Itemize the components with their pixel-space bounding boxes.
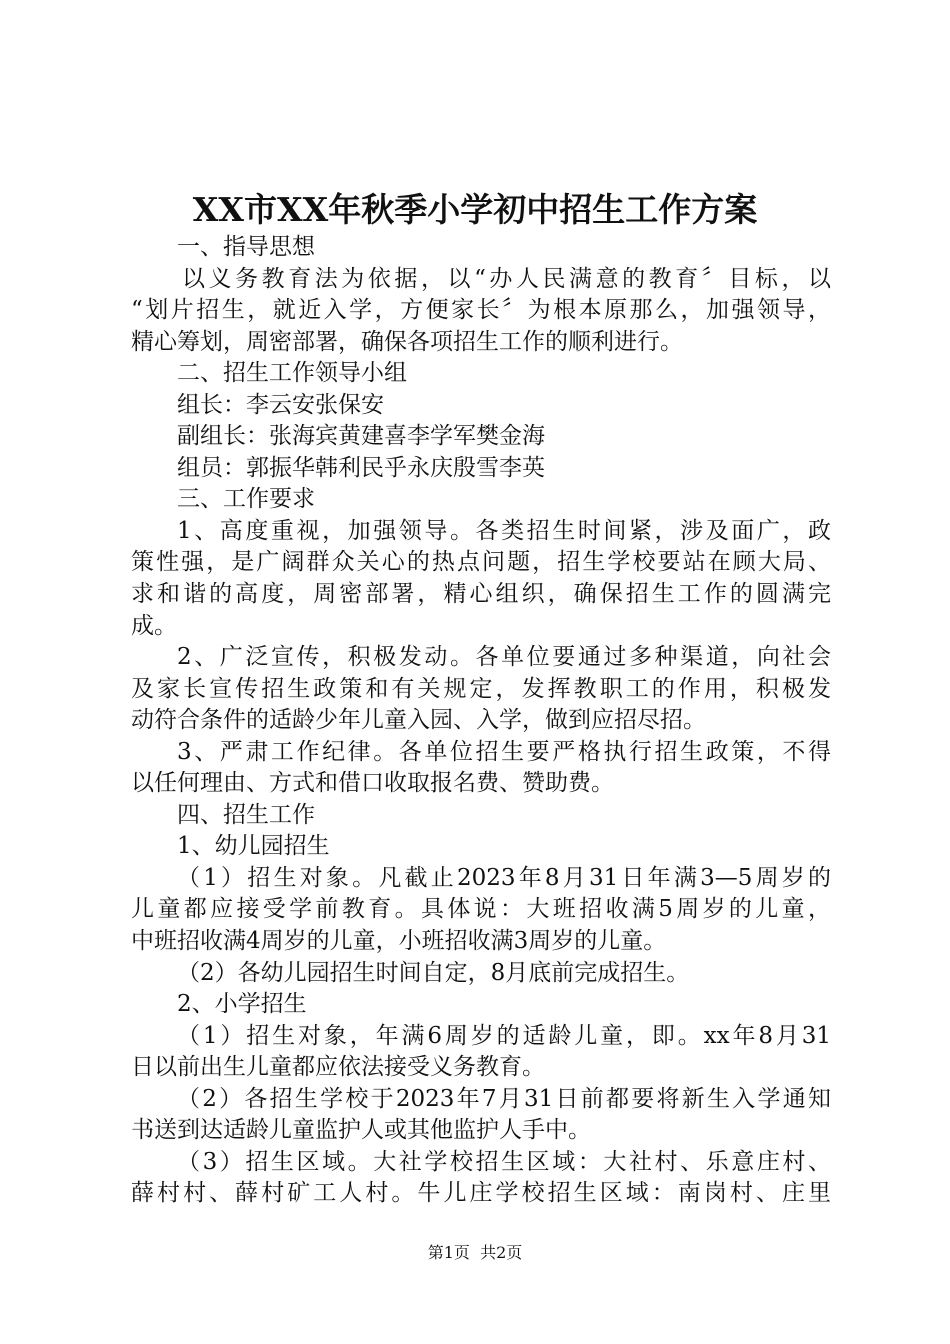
paragraph-line: 1、高度重视，加强领导。各类招生时间紧，涉及面广，政: [177, 517, 831, 544]
section-heading: 一、指导思想: [177, 234, 315, 260]
page-number-footer: 第1页 共2页: [427, 1243, 523, 1262]
paragraph-line: 成。: [131, 612, 177, 639]
paragraph-line: 精心筹划，周密部署，确保各项招生工作的顺利进行。: [131, 328, 683, 355]
paragraph-line: 儿童都应接受学前教育。具体说：大班招收满5周岁的儿童，: [131, 896, 831, 923]
paragraph-line: 以义务教育法为依据，以“办人民满意的教育〞目标，以: [182, 265, 831, 292]
paragraph-line: （2）各招生学校于2023年7月31日前都要将新生入学通知: [177, 1085, 831, 1112]
paragraph-line: （2）各幼儿园招生时间自定，8月底前完成招生。: [177, 959, 690, 986]
paragraph-line: （1）招生对象，年满6周岁的适龄儿童，即。xx年8月31: [177, 1022, 831, 1049]
paragraph-line: （3）招生区域。大社学校招生区域：大社村、乐意庄村、: [177, 1148, 831, 1175]
paragraph-line: 及家长宣传招生政策和有关规定，发挥教职工的作用，积极发: [131, 675, 831, 702]
section-heading: 二、招生工作领导小组: [177, 360, 407, 387]
paragraph-line: 以任何理由、方式和借口收取报名费、赞助费。: [131, 770, 614, 797]
paragraph-line: 日以前出生儿童都应依法接受义务教育。: [131, 1054, 545, 1081]
subsection-heading: 2、小学招生: [177, 991, 307, 1018]
paragraph-line: 副组长：张海宾黄建喜李学军樊金海: [177, 423, 545, 450]
paragraph-line: 求和谐的高度，周密部署，精心组织，确保招生工作的圆满完: [131, 581, 831, 608]
paragraph-line: 策性强，是广阔群众关心的热点问题，招生学校要站在顾大局、: [131, 549, 831, 576]
paragraph-line: 组员：郭振华韩利民乎永庆殷雪李英: [177, 454, 545, 481]
paragraph-line: 书送到达适龄儿童监护人或其他监护人手中。: [131, 1117, 591, 1144]
document-body: [131, 232, 831, 1210]
paragraph-line: 中班招收满4周岁的儿童，小班招收满3周岁的儿童。: [131, 928, 667, 955]
paragraph-line: 2、广泛宣传，积极发动。各单位要通过多种渠道，向社会: [177, 644, 831, 671]
section-heading: 四、招生工作: [177, 801, 315, 828]
document-title: XX市XX年秋季小学初中招生工作方案: [192, 190, 758, 229]
paragraph-line: 组长：李云安张保安: [177, 391, 384, 418]
subsection-heading: 1、幼儿园招生: [177, 833, 330, 860]
section-heading: 三、工作要求: [177, 486, 315, 513]
paragraph-line: （1）招生对象。凡截止2023年8月31日年满3—5周岁的: [177, 864, 831, 891]
paragraph-line: 3、严肃工作纪律。各单位招生要严格执行招生政策，不得: [177, 738, 831, 765]
paragraph-line: 动符合条件的适龄少年儿童入园、入学，做到应招尽招。: [131, 707, 706, 734]
paragraph-line: 薛村村、薛村矿工人村。牛儿庄学校招生区域：南岗村、庄里: [131, 1180, 831, 1207]
paragraph-line: “划片招生，就近入学，方便家长〞为根本原那么，加强领导，: [131, 297, 831, 324]
